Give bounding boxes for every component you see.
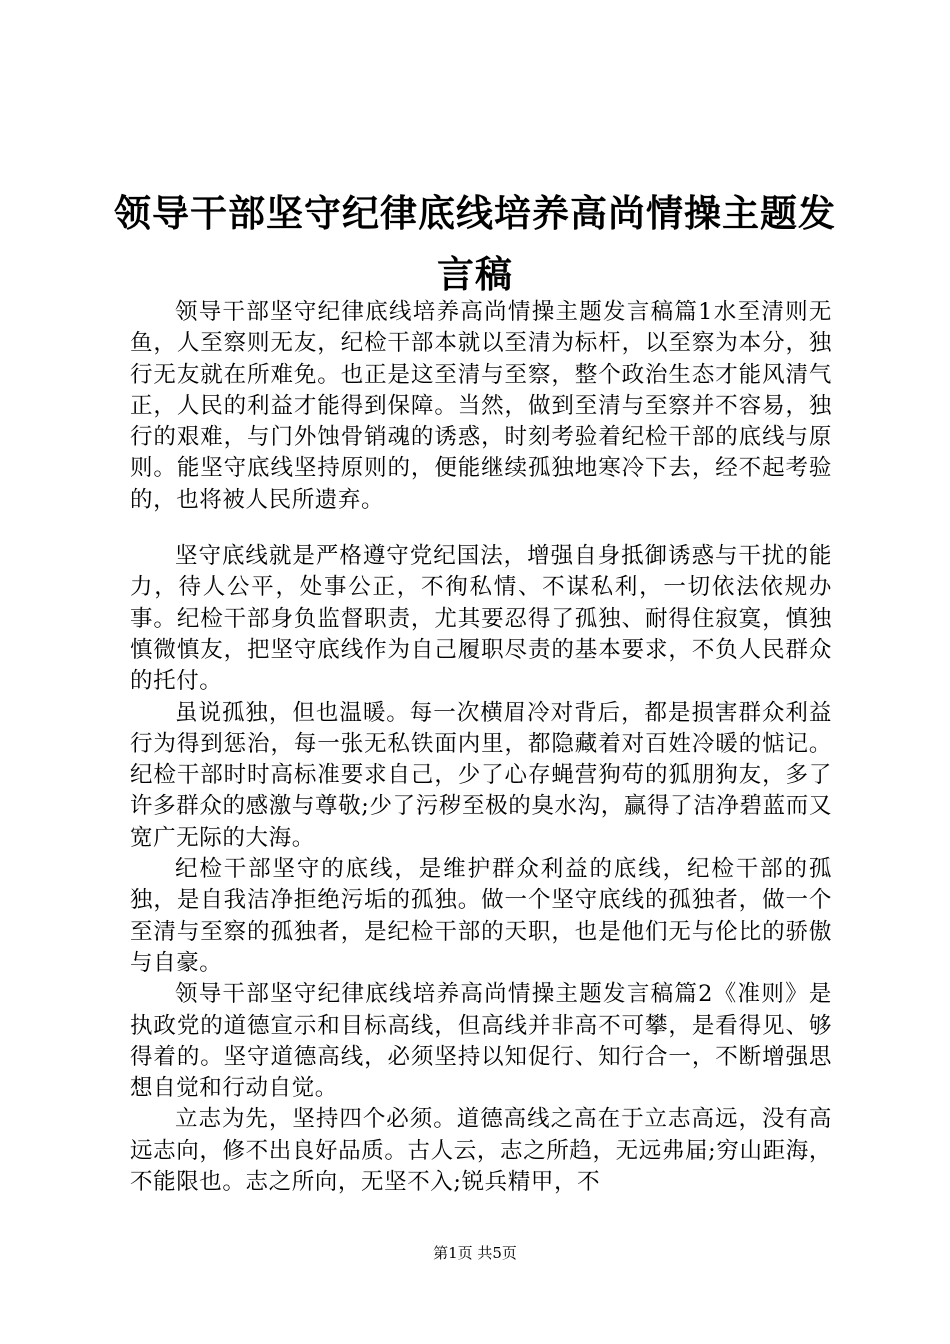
paragraph-2: 坚守底线就是严格遵守党纪国法，增强自身抵御诱惑与干扰的能力，待人公平，处事公正，不徇私情、不谋私利，一切依法依规办事。纪检干部身负监督职责，尤其要忍得了孤独、耐得住寂寞，慎独慎微慎友，把坚守底线作为自己履职尽责的基本要求，不负人民群众的托付。 [130, 543, 832, 695]
document-body [130, 297, 832, 1198]
page-footer: 第1页 共5页 [433, 1244, 517, 1262]
paragraph-1: 领导干部坚守纪律底线培养高尚情操主题发言稿篇1水至清则无鱼，人至察则无友，纪检干部本就以至清为标杆，以至察为本分，独行无友就在所难免。也正是这至清与至察，整个政治生态才能风清气正，人民的利益才能得到保障。当然，做到至清与至察并不容易，独行的艰难，与门外蚀骨销魂的诱惑，时刻考验着纪检干部的底线与原则。能坚守底线坚持原则的，便能继续孤独地寒冷下去，经不起考验的，也将被人民所遗弃。 [130, 299, 832, 513]
paragraph-5: 领导干部坚守纪律底线培养高尚情操主题发言稿篇2《准则》是执政党的道德宣示和目标高线，但高线并非高不可攀，是看得见、够得着的。坚守道德高线，必须坚持以知促行、知行合一，不断增强思想自觉和行动自觉。 [130, 981, 832, 1102]
paragraph-6: 立志为先，坚持四个必须。道德高线之高在于立志高远，没有高远志向，修不出良好品质。古人云，志之所趋，无远弗届;穷山距海，不能限也。志之所向，无坚不入;锐兵精甲，不 [130, 1106, 832, 1196]
document-title: 领导干部坚守纪律底线培养高尚情操主题发言稿 [114, 192, 836, 296]
paragraph-4: 纪检干部坚守的底线，是维护群众利益的底线，纪检干部的孤独，是自我洁净拒绝污垢的孤独。做一个坚守底线的孤独者，做一个至清与至察的孤独者，是纪检干部的天职，也是他们无与伦比的骄傲与自豪。 [130, 856, 832, 976]
paragraph-3: 虽说孤独，但也温暖。每一次横眉冷对背后，都是损害群众利益行为得到惩治，每一张无私铁面内里，都隐藏着对百姓冷暖的惦记。纪检干部时时高标准要求自己，少了心存蝇营狗苟的狐朋狗友，多了许多群众的感激与尊敬;少了污秽至极的臭水沟，赢得了洁净碧蓝而又宽广无际的大海。 [130, 699, 832, 851]
